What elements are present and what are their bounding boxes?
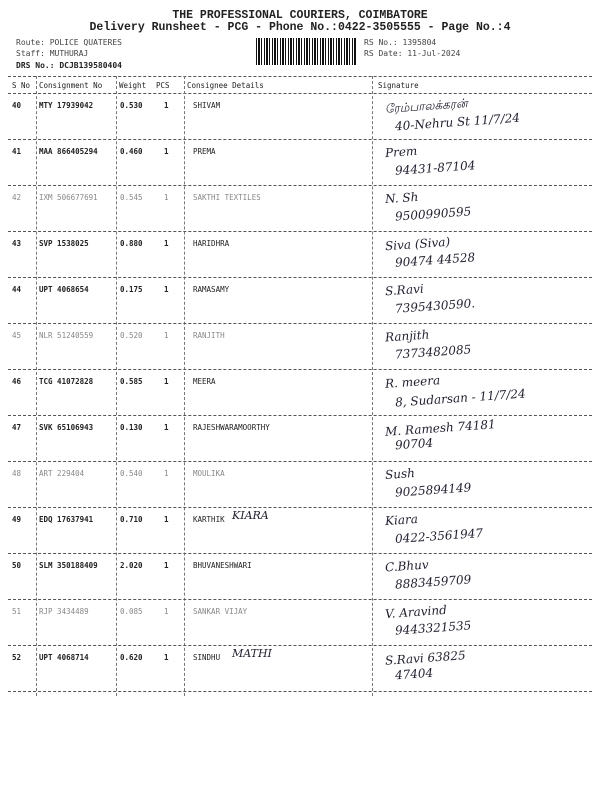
row-sno: 41 <box>12 147 22 156</box>
col-header-consignment: Consignment No <box>39 81 103 90</box>
row-signature-phone: 8, Sudarsan - 11/7/24 <box>394 386 527 410</box>
row-signature-name: Kiara <box>384 511 419 529</box>
row-divider <box>8 415 592 416</box>
row-divider <box>8 323 592 324</box>
row-signature-phone: 90474 44528 <box>394 250 476 270</box>
page-title: THE PROFESSIONAL COURIERS, COIMBATORE <box>172 9 428 22</box>
row-consignment-no: ART 229404 <box>39 469 85 478</box>
row-weight: 0.545 <box>120 193 143 202</box>
row-signature-phone: 7395430590. <box>394 296 476 316</box>
row-pcs: 1 <box>164 377 169 386</box>
row-pcs: 1 <box>164 607 169 616</box>
row-divider <box>8 553 592 554</box>
row-consignee-name: MOULIKA <box>193 469 225 478</box>
row-weight: 0.175 <box>120 285 143 294</box>
row-signature-phone: 9443321535 <box>394 618 472 638</box>
row-pcs: 1 <box>164 147 169 156</box>
col-header-sno: S No <box>12 81 31 90</box>
col-header-weight: Weight <box>119 81 147 90</box>
col-header-signature: Signature <box>378 81 419 90</box>
row-pcs: 1 <box>164 469 169 478</box>
row-consignee-name: RANJITH <box>193 331 225 340</box>
barcode <box>256 38 356 65</box>
row-pcs: 1 <box>164 193 169 202</box>
column-divider <box>372 76 373 696</box>
row-consignment-no: MAA 866405294 <box>39 147 98 156</box>
row-divider <box>8 139 592 140</box>
row-pcs: 1 <box>164 331 169 340</box>
row-sno: 49 <box>12 515 22 524</box>
row-signature-name: Siva (Siva) <box>384 234 451 254</box>
row-pcs: 1 <box>164 239 169 248</box>
row-signature-phone: 47404 <box>394 665 434 683</box>
drs-number: DRS No.: DCJB139580404 <box>16 61 122 70</box>
row-weight: 0.710 <box>120 515 143 524</box>
col-header-consignee: Consignee Details <box>187 81 264 90</box>
col-header-pcs: PCS <box>156 81 170 90</box>
row-sno: 51 <box>12 607 22 616</box>
row-sno: 40 <box>12 101 22 110</box>
row-consignee-name: SHIVAM <box>193 101 221 110</box>
rs-number: RS No.: 1395804 <box>364 38 437 47</box>
row-consignee-name: RAJESHWARAMOORTHY <box>193 423 270 432</box>
row-consignee-name: PREMA <box>193 147 216 156</box>
row-consignee-name: SINDHU <box>193 653 221 662</box>
row-divider <box>8 691 592 692</box>
row-signature-name: Prem <box>384 143 418 161</box>
row-signature-name: V. Aravind <box>384 602 448 622</box>
row-divider <box>8 231 592 232</box>
row-divider <box>8 185 592 186</box>
row-weight: 0.620 <box>120 653 143 662</box>
row-sno: 48 <box>12 469 22 478</box>
row-consignee-name: RAMASAMY <box>193 285 230 294</box>
row-signature-name: Sush <box>384 465 416 483</box>
page-subtitle: Delivery Runsheet - PCG - Phone No.:0422-3505555 - Page No.:4 <box>89 21 511 34</box>
row-signature-name: S.Ravi 63825 <box>384 648 467 668</box>
row-divider <box>8 461 592 462</box>
row-consignee-handwritten: KIARA <box>232 509 269 522</box>
row-sno: 44 <box>12 285 22 294</box>
row-signature-name: Ranjith <box>384 327 430 345</box>
staff-label: Staff: MUTHURAJ <box>16 49 89 58</box>
row-consignment-no: IXM 506677691 <box>39 193 98 202</box>
row-consignee-name: BHUVANESHWARI <box>193 561 252 570</box>
row-consignment-no: SVK 65106943 <box>39 423 94 432</box>
row-divider <box>8 599 592 600</box>
row-weight: 0.130 <box>120 423 143 432</box>
row-pcs: 1 <box>164 101 169 110</box>
column-divider <box>184 76 185 696</box>
row-divider <box>8 277 592 278</box>
route-label: Route: POLICE QUATERES <box>16 38 122 47</box>
row-consignment-no: EDQ 17637941 <box>39 515 94 524</box>
row-pcs: 1 <box>164 423 169 432</box>
column-divider <box>36 76 37 696</box>
row-sno: 42 <box>12 193 22 202</box>
header-divider-bottom <box>8 93 592 94</box>
row-consignment-no: SLM 350188409 <box>39 561 98 570</box>
row-consignee-name: KARTHIK <box>193 515 225 524</box>
row-signature-name: M. Ramesh 74181 <box>384 417 497 439</box>
row-consignment-no: MTY 17939042 <box>39 101 94 110</box>
row-consignment-no: SVP 1538025 <box>39 239 89 248</box>
row-consignment-no: TCG 41072828 <box>39 377 94 386</box>
row-consignment-no: RJP 3434489 <box>39 607 89 616</box>
row-divider <box>8 507 592 508</box>
row-weight: 0.880 <box>120 239 143 248</box>
row-sno: 46 <box>12 377 22 386</box>
row-signature-name: S.Ravi <box>384 281 425 299</box>
row-pcs: 1 <box>164 515 169 524</box>
row-weight: 0.085 <box>120 607 143 616</box>
row-weight: 2.020 <box>120 561 143 570</box>
row-divider <box>8 645 592 646</box>
row-consignee-name: SANKAR VIJAY <box>193 607 248 616</box>
row-weight: 0.530 <box>120 101 143 110</box>
header-divider-top <box>8 76 592 77</box>
row-signature-name: R. meera <box>384 373 441 391</box>
row-sno: 47 <box>12 423 22 432</box>
row-signature-phone: 40-Nehru St 11/7/24 <box>394 110 521 134</box>
row-signature-phone: 94431-87104 <box>394 158 476 178</box>
row-signature-phone: 7373482085 <box>394 342 472 362</box>
row-signature-phone: 90704 <box>394 435 434 453</box>
column-divider <box>116 76 117 696</box>
row-weight: 0.540 <box>120 469 143 478</box>
row-pcs: 1 <box>164 653 169 662</box>
row-signature-phone: 9025894149 <box>394 480 472 500</box>
row-signature-phone: 9500990595 <box>394 204 472 224</box>
row-pcs: 1 <box>164 285 169 294</box>
row-signature-name: N. Sh <box>384 189 419 207</box>
row-sno: 45 <box>12 331 22 340</box>
row-consignment-no: NLR 51240559 <box>39 331 94 340</box>
row-pcs: 1 <box>164 561 169 570</box>
row-weight: 0.520 <box>120 331 143 340</box>
row-sno: 52 <box>12 653 22 662</box>
row-consignee-name: SAKTHI TEXTILES <box>193 193 261 202</box>
row-signature-name: C.Bhuv <box>384 557 430 575</box>
row-consignment-no: UPT 4068654 <box>39 285 89 294</box>
row-consignment-no: UPT 4068714 <box>39 653 89 662</box>
row-weight: 0.585 <box>120 377 143 386</box>
row-sno: 50 <box>12 561 22 570</box>
row-consignee-name: MEERA <box>193 377 216 386</box>
rs-date: RS Date: 11-Jul-2024 <box>364 49 461 58</box>
row-weight: 0.460 <box>120 147 143 156</box>
row-signature-phone: 0422-3561947 <box>394 525 484 547</box>
row-sno: 43 <box>12 239 22 248</box>
row-consignee-name: HARIDHRA <box>193 239 230 248</box>
row-consignee-handwritten: MATHI <box>232 647 272 660</box>
row-divider <box>8 369 592 370</box>
row-signature-phone: 8883459709 <box>394 572 472 592</box>
row-signature-name: ரேம்பாலக்கரன் <box>384 96 469 116</box>
